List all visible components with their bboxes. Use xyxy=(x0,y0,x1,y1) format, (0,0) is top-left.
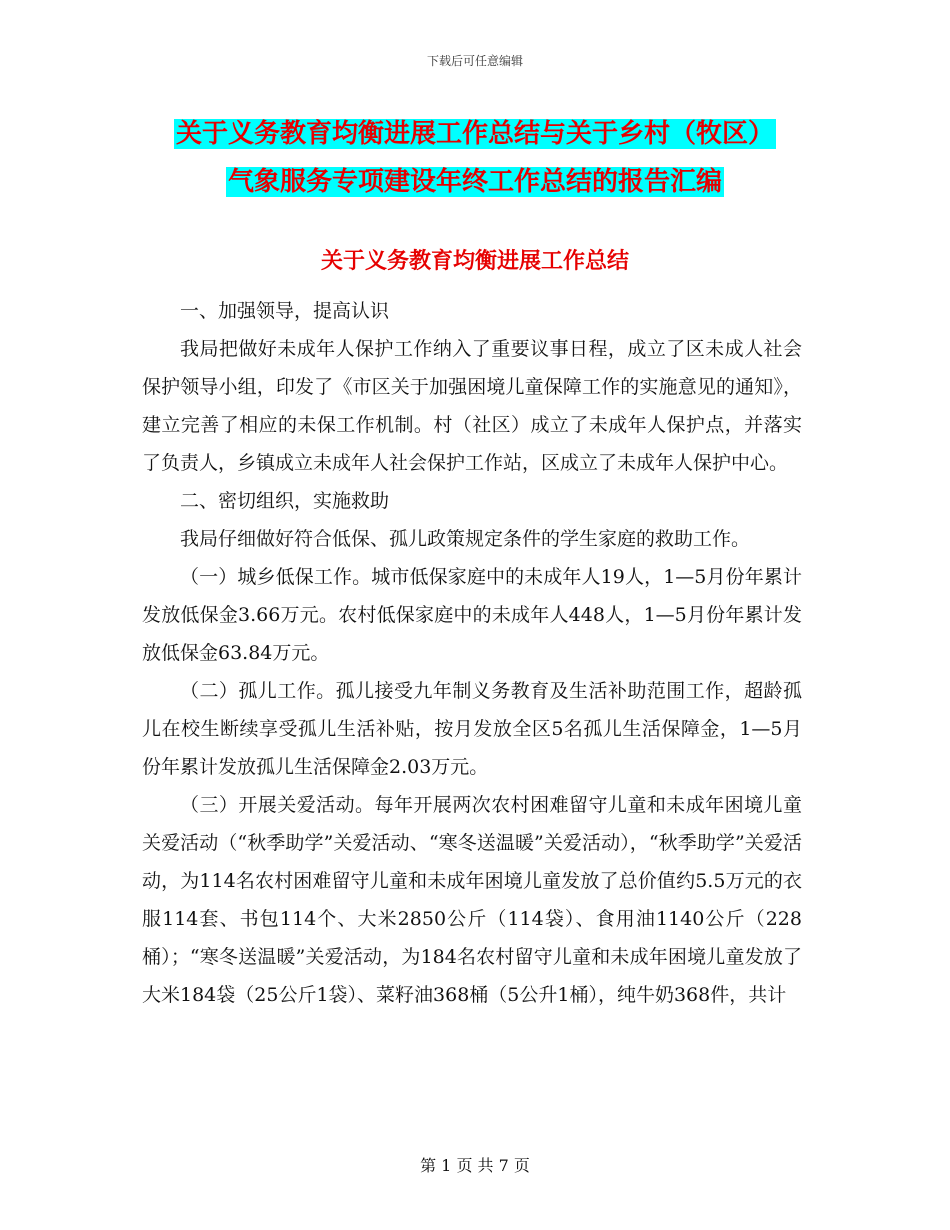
section-title: 关于义务教育均衡进展工作总结 xyxy=(320,249,629,274)
paragraph: （一）城乡低保工作。城市低保家庭中的未成年人19人，1—5月份年累计发放低保金3.66万元。农村低保家庭中的未成年人448人，1—5月份年累计发放低保金63.84万元。 xyxy=(142,566,802,664)
body-text xyxy=(142,292,802,1014)
header-note: 下载后可任意编辑 xyxy=(426,54,523,68)
page-footer: 第 1 页 共 7 页 xyxy=(420,1156,530,1175)
paragraph: 我局把做好未成年人保护工作纳入了重要议事日程，成立了区未成人社会保护领导小组，印发了《市区关于加强困境儿童保障工作的实施意见的通知》，建立完善了相应的未保工作机制。村（社区）成立了未成年人保护点，并落实了负责人，乡镇成立未成年人社会保护工作站，区成立了未成年人保护中心。 xyxy=(142,338,802,474)
main-title-line-1: 关于义务教育均衡进展工作总结与关于乡村（牧区） xyxy=(175,119,774,149)
paragraph: （二）孤儿工作。孤儿接受九年制义务教育及生活补助范围工作，超龄孤儿在校生断续享受孤儿生活补贴，按月发放全区5名孤儿生活保障金，1—5月份年累计发放孤儿生活保障金2.03万元。 xyxy=(142,680,802,778)
heading-1: 一、加强领导，提高认识 xyxy=(180,300,390,322)
paragraph: 我局仔细做好符合低保、孤儿政策规定条件的学生家庭的救助工作。 xyxy=(180,528,751,550)
main-title xyxy=(0,110,950,206)
paragraph: （三）开展关爱活动。每年开展两次农村困难留守儿童和未成年困境儿童关爱活动（“秋季助学”关爱活动、“寒冬送温暖”关爱活动），“秋季助学”关爱活动，为114名农村困难留守儿童和未成年困境儿童发放了总价值约5.5万元的衣服114套、书包114个、大米2850公斤（114袋）、食用油1140公斤（228桶）；“寒冬送温暖”关爱活动，为184名农村留守儿童和未成年困境儿童发放了大米184袋（25公斤1袋）、菜籽油368桶（5公升1桶），纯牛奶368件，共计 xyxy=(142,794,802,1006)
main-title-line-2: 气象服务专项建设年终工作总结的报告汇编 xyxy=(227,167,722,197)
heading-2: 二、密切组织，实施救助 xyxy=(180,490,390,512)
